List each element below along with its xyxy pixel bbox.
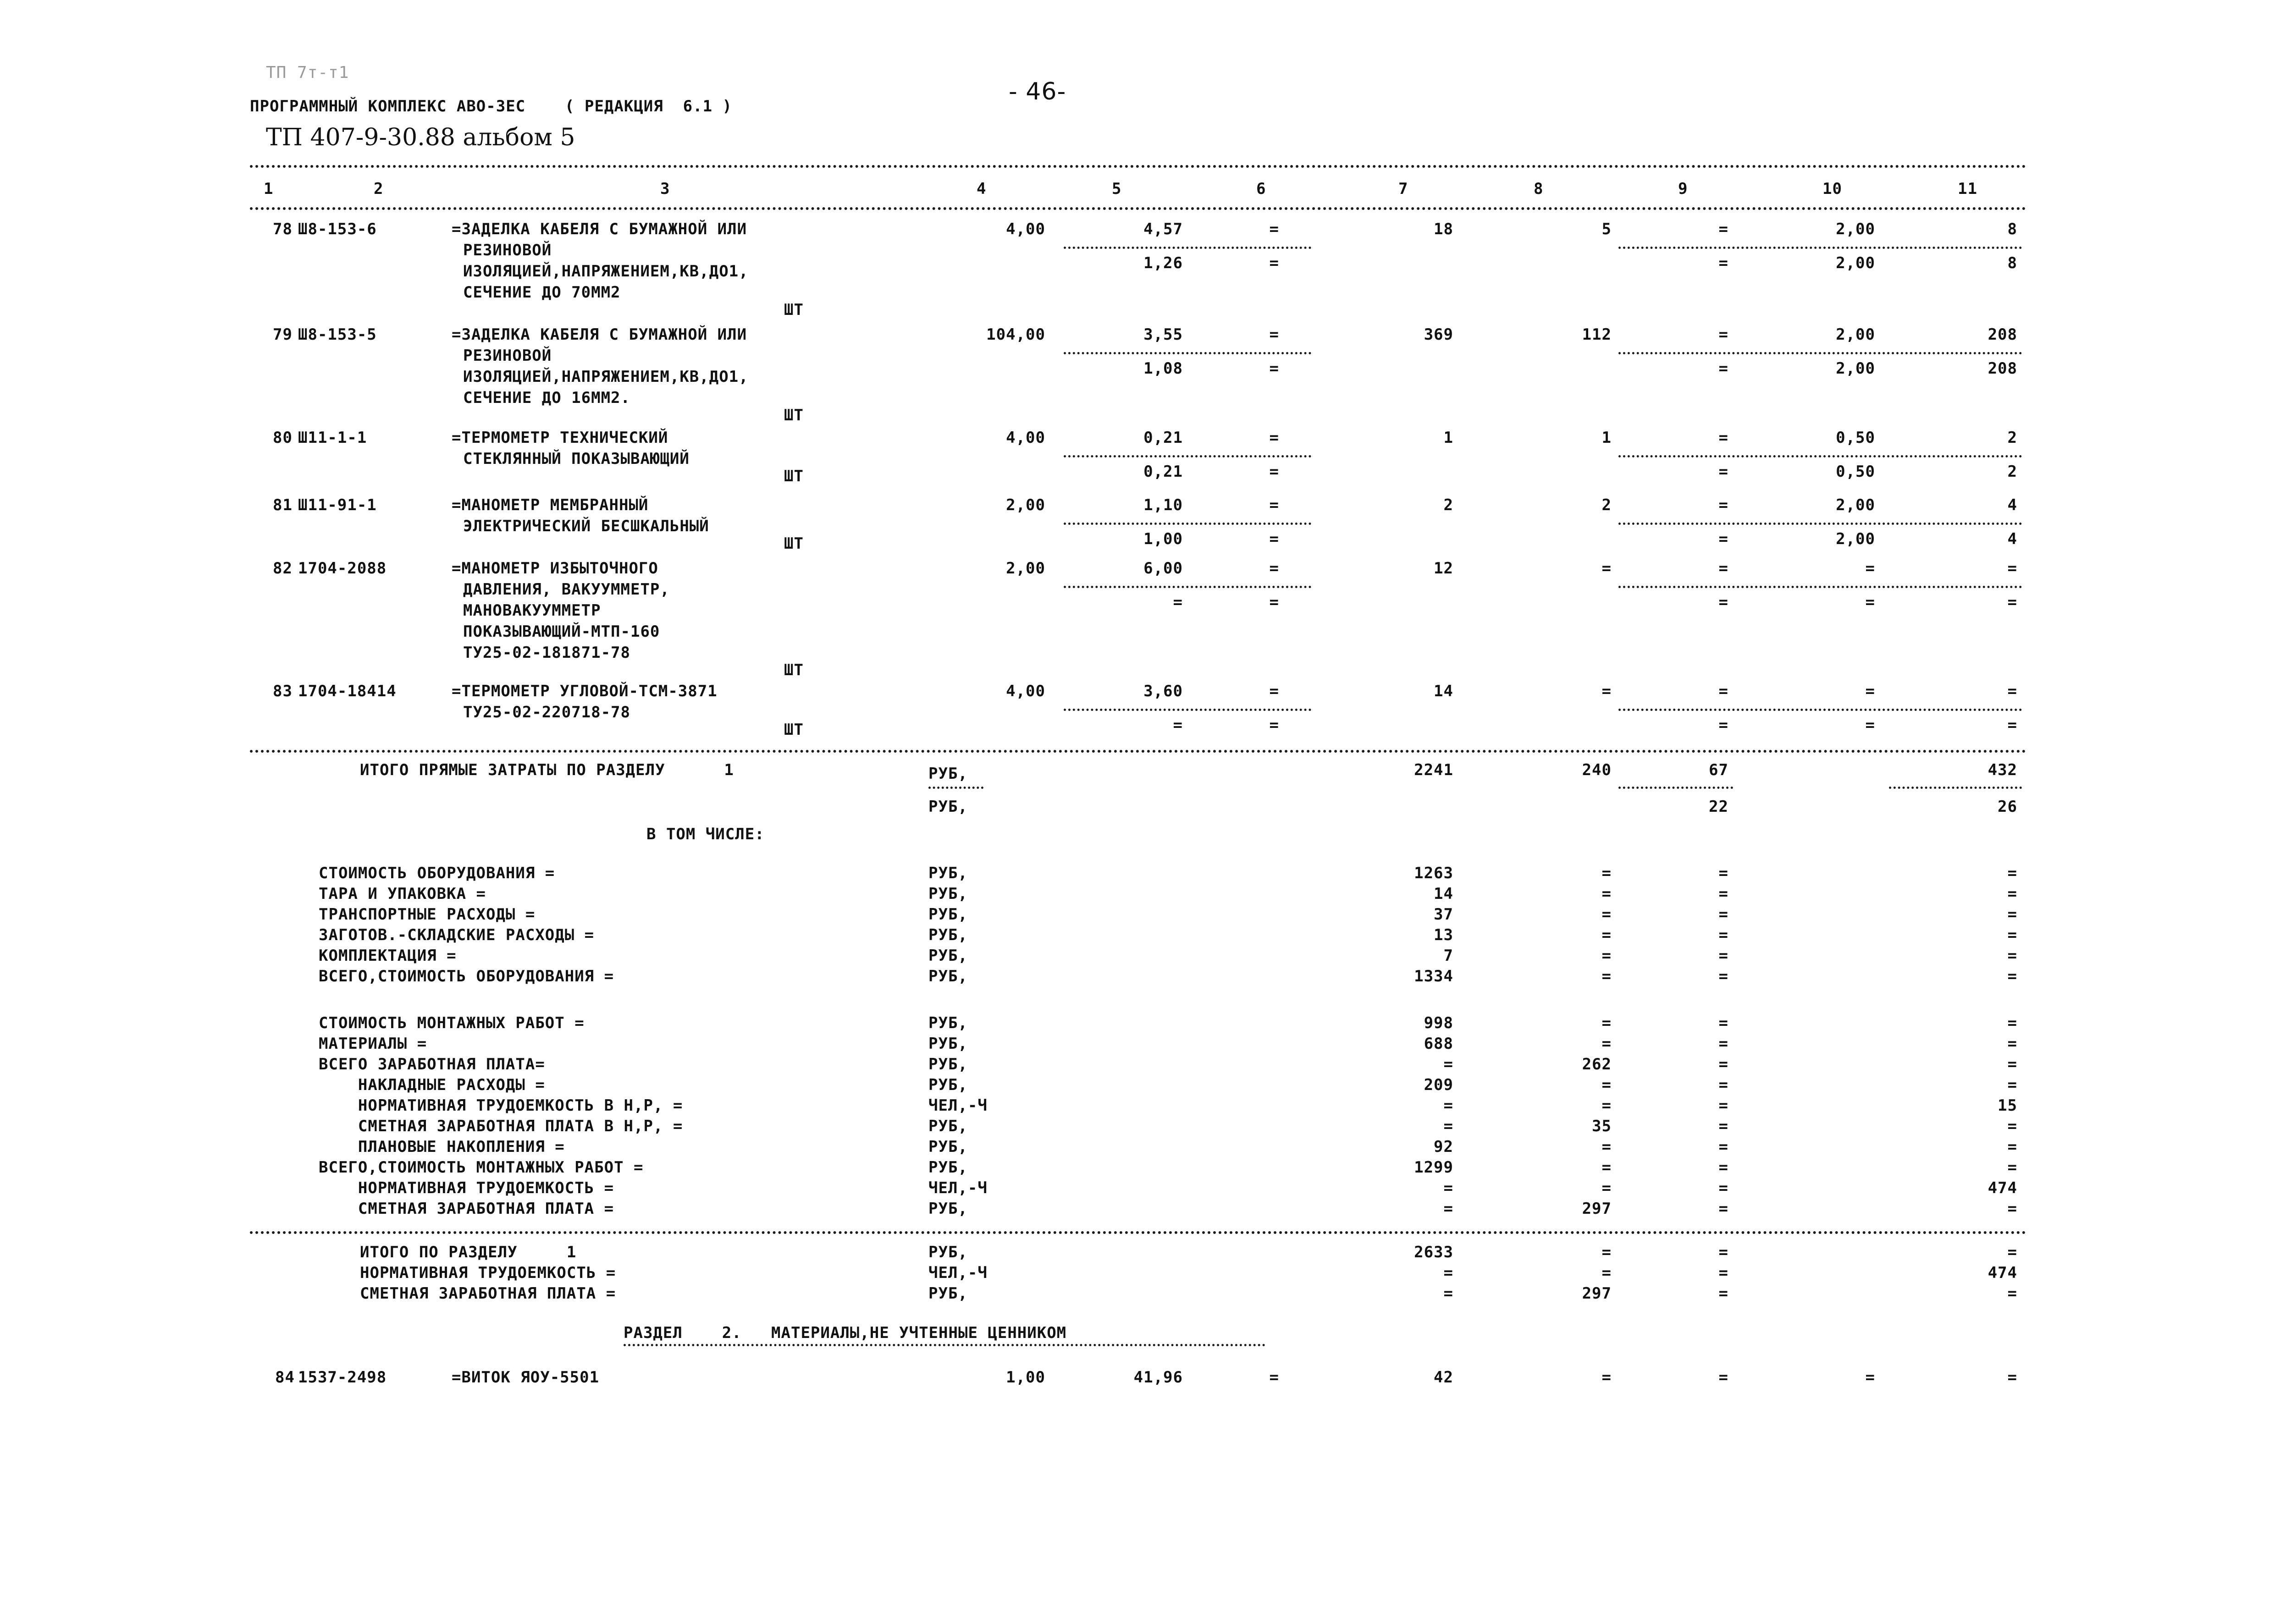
section-total-col9: = [1718,1284,1728,1303]
item-unit-price-wages: 1,08 [1143,359,1183,378]
cell-split-rule [1064,709,1311,711]
section-total-rule [250,1231,2027,1234]
mounting-col8: = [1601,1096,1612,1115]
item-total-cost: 12 [1434,559,1453,578]
section-total-col8: = [1601,1264,1612,1282]
item-unit: ШТ [784,721,804,739]
item-col6-lower: = [1269,254,1279,272]
mounting-label: МАТЕРИАЛЫ = [319,1035,427,1053]
equipment-col11: = [2007,926,2017,944]
item-description-line: ИЗОЛЯЦИЕЙ,НАПРЯЖЕНИЕМ,КВ,ДО1, [463,368,749,386]
item-col9-lower: = [1718,359,1728,378]
item-col10-lower: 2,00 [1836,254,1875,272]
item-col9: = [1718,1368,1728,1387]
item-col6-lower: = [1269,530,1279,548]
equipment-unit: РУБ, [928,926,968,944]
item-col6: = [1269,429,1279,447]
cell-split-rule [1618,247,2022,249]
section-total-col7: 2633 [1414,1243,1453,1261]
equipment-col7: 7 [1443,947,1453,965]
item-wages: 1 [1601,429,1612,447]
item-col9: = [1718,559,1728,578]
mounting-unit: ЧЕЛ,-Ч [928,1096,988,1115]
direct-costs-label: ИТОГО ПРЯМЫЕ ЗАТРАТЫ ПО РАЗДЕЛУ 1 [360,761,734,779]
mounting-col11: = [2007,1014,2017,1032]
section-total-unit: ЧЕЛ,-Ч [928,1264,988,1282]
item-labor-rate: = [1865,682,1875,700]
equipment-col8: = [1601,947,1612,965]
cell-split-rule [1064,352,1311,354]
item-description-line: СТЕКЛЯННЫЙ ПОКАЗЫВАЮЩИЙ [463,450,690,468]
mounting-col9: = [1718,1035,1728,1053]
item-col9-lower: = [1718,530,1728,548]
item-total-cost: 14 [1434,682,1453,700]
item-labor-total: 208 [1988,325,2017,344]
equipment-col8: = [1601,967,1612,985]
equipment-col11: = [2007,967,2017,985]
section-total-label: ИТОГО ПО РАЗДЕЛУ 1 [360,1243,577,1261]
item-col6-lower: = [1269,716,1279,734]
item-unit-price-wages: 1,26 [1143,254,1183,272]
including-label: В ТОМ ЧИСЛЕ: [646,825,765,843]
mounting-label: СМЕТНАЯ ЗАРАБОТНАЯ ПЛАТА = [319,1200,614,1218]
equipment-label: ВСЕГО,СТОИМОСТЬ ОБОРУДОВАНИЯ = [319,967,614,985]
item-description-line: =ТЕРМОМЕТР УГЛОВОЙ-ТСМ-3871 [452,682,718,700]
item-wages: = [1601,1368,1612,1387]
mounting-unit: РУБ, [928,1055,968,1073]
mounting-col7: 209 [1424,1076,1453,1094]
item-description-line: РЕЗИНОВОЙ [463,241,552,259]
mounting-col7: 1299 [1414,1158,1453,1177]
item-wages: 2 [1601,496,1612,514]
equipment-col9: = [1718,864,1728,882]
item-description-line: МАНОВАКУУММЕТР [463,601,601,620]
item-unit-price: 3,55 [1143,325,1183,344]
direct-costs-wages: 240 [1582,761,1612,779]
mounting-unit: РУБ, [928,1076,968,1094]
item-code: Ш11-1-1 [298,429,367,447]
item-unit: ШТ [784,406,804,424]
item-col6: = [1269,220,1279,238]
equipment-col11: = [2007,864,2017,882]
item-unit-price-wages: = [1173,593,1183,611]
item-labor-total: 4 [2007,496,2017,514]
totals-top-rule [250,750,2027,753]
item-unit-price: 1,10 [1143,496,1183,514]
item-col10-lower: 0,50 [1836,462,1875,481]
equipment-unit: РУБ, [928,905,968,924]
mounting-unit: РУБ, [928,1117,968,1135]
item-labor-rate: 2,00 [1836,220,1875,238]
item-col11-lower: 208 [1988,359,2017,378]
mounting-col7: = [1443,1179,1453,1197]
mounting-col9: = [1718,1117,1728,1135]
mounting-col7: 688 [1424,1035,1453,1053]
mounting-col9: = [1718,1179,1728,1197]
item-description-line: ПОКАЗЫВАЮЩИЙ-МТП-160 [463,622,660,641]
section-total-col7: = [1443,1284,1453,1303]
item-col6: = [1269,559,1279,578]
equipment-label: ТРАНСПОРТНЫЕ РАСХОДЫ = [319,905,536,924]
item-description-line: ТУ25-02-220718-78 [463,703,630,721]
section-total-col7: = [1443,1264,1453,1282]
item-col9-lower: = [1718,462,1728,481]
item-unit-price-wages: = [1173,716,1183,734]
mounting-label: СМЕТНАЯ ЗАРАБОТНАЯ ПЛАТА В Н,Р, = [319,1117,683,1135]
section-total-unit: РУБ, [928,1243,968,1261]
item-description-line: ТУ25-02-181871-78 [463,644,630,662]
mounting-col9: = [1718,1055,1728,1073]
mounting-label: ВСЕГО,СТОИМОСТЬ МОНТАЖНЫХ РАБОТ = [319,1158,644,1177]
mounting-col9: = [1718,1014,1728,1032]
item-labor-rate: = [1865,1368,1875,1387]
page-number: - 46- [1009,78,1066,105]
item-col6: = [1269,682,1279,700]
equipment-unit: РУБ, [928,947,968,965]
item-col10-lower: 2,00 [1836,530,1875,548]
direct-costs-unit-2: РУБ, [928,798,968,816]
item-col6-lower: = [1269,593,1279,611]
item-wages: 112 [1582,325,1612,344]
mounting-col8: = [1601,1076,1612,1094]
mounting-col7: 92 [1434,1138,1453,1156]
item-labor-total: = [2007,682,2017,700]
item-number: 82 [273,559,293,578]
cell-split-rule [1064,586,1311,588]
item-code: 1537-2498 [298,1368,387,1387]
cell-split-rule [1618,523,2022,525]
item-unit: ШТ [784,661,804,679]
item-col9: = [1718,496,1728,514]
item-wages: 5 [1601,220,1612,238]
item-col6: = [1269,325,1279,344]
cell-split-rule [928,787,983,789]
item-number: 79 [273,325,293,344]
item-col6-lower: = [1269,359,1279,378]
top-stamp: ТП 7т-т1 [266,63,349,82]
cell-split-rule [1064,523,1311,525]
item-labor-rate: = [1865,559,1875,578]
mounting-unit: ЧЕЛ,-Ч [928,1179,988,1197]
column-number-7: 7 [1398,180,1408,198]
item-col9-lower: = [1718,716,1728,734]
item-quantity: 104,00 [986,325,1045,344]
mounting-col8: 35 [1592,1117,1612,1135]
equipment-unit: РУБ, [928,864,968,882]
item-col11-lower: = [2007,716,2017,734]
item-labor-total: 2 [2007,429,2017,447]
cell-split-rule [1889,787,2022,789]
item-description-line: =ЗАДЕЛКА КАБЕЛЯ С БУМАЖНОЙ ИЛИ [452,220,747,238]
item-labor-rate: 2,00 [1836,496,1875,514]
item-description-line: ИЗОЛЯЦИЕЙ,НАПРЯЖЕНИЕМ,КВ,ДО1, [463,262,749,281]
cell-split-rule [1618,586,2022,588]
mounting-col8: = [1601,1158,1612,1177]
column-number-5: 5 [1112,180,1122,198]
section2-title: РАЗДЕЛ 2. МАТЕРИАЛЫ,НЕ УЧТЕННЫЕ ЦЕННИКОМ [624,1324,1067,1342]
mounting-col11: 15 [1998,1096,2017,1115]
item-unit: ШТ [784,534,804,553]
item-unit: ШТ [784,467,804,485]
mounting-col11: = [2007,1138,2017,1156]
equipment-col9: = [1718,967,1728,985]
cell-split-rule [1618,455,2022,457]
album-title: ТП 407-9-30.88 альбом 5 [266,124,575,151]
mounting-col11: = [2007,1035,2017,1053]
cell-split-rule [1618,352,2022,354]
column-number-6: 6 [1256,180,1266,198]
item-total-cost: 2 [1443,496,1453,514]
item-labor-rate: 2,00 [1836,325,1875,344]
mounting-col7: = [1443,1200,1453,1218]
section-total-col8: = [1601,1243,1612,1261]
item-description-line: =ТЕРМОМЕТР ТЕХНИЧЕСКИЙ [452,429,668,447]
item-col9: = [1718,429,1728,447]
equipment-col8: = [1601,885,1612,903]
cell-split-rule [1618,709,2022,711]
equipment-label: КОМПЛЕКТАЦИЯ = [319,947,457,965]
equipment-col9: = [1718,885,1728,903]
item-total-cost: 42 [1434,1368,1453,1387]
equipment-col9: = [1718,926,1728,944]
direct-costs-col9: 67 [1709,761,1728,779]
equipment-col8: = [1601,926,1612,944]
mounting-col8: 297 [1582,1200,1612,1218]
mounting-unit: РУБ, [928,1200,968,1218]
section-total-col8: 297 [1582,1284,1612,1303]
cell-split-rule [1064,247,1311,249]
column-number-11: 11 [1958,180,1977,198]
mounting-col7: = [1443,1055,1453,1073]
mounting-unit: РУБ, [928,1035,968,1053]
equipment-col11: = [2007,905,2017,924]
section-total-col9: = [1718,1264,1728,1282]
section-total-label: НОРМАТИВНАЯ ТРУДОЕМКОСТЬ = [360,1264,616,1282]
equipment-unit: РУБ, [928,885,968,903]
equipment-col11: = [2007,885,2017,903]
section2-underline [624,1344,1265,1346]
equipment-col9: = [1718,947,1728,965]
item-col6: = [1269,1368,1279,1387]
column-number-10: 10 [1822,180,1842,198]
item-col10-lower: = [1865,716,1875,734]
column-number-2: 2 [374,180,384,198]
item-col11-lower: 4 [2007,530,2017,548]
mounting-label: СТОИМОСТЬ МОНТАЖНЫХ РАБОТ = [319,1014,585,1032]
cell-split-rule [1064,455,1311,457]
equipment-col8: = [1601,905,1612,924]
direct-costs-total: 2241 [1414,761,1453,779]
item-labor-rate: 0,50 [1836,429,1875,447]
mounting-label: ВСЕГО ЗАРАБОТНАЯ ПЛАТА= [319,1055,545,1073]
mounting-label: НАКЛАДНЫЕ РАСХОДЫ = [319,1076,545,1094]
direct-costs-col9-lower: 22 [1709,798,1728,816]
item-unit-price: 41,96 [1133,1368,1183,1387]
item-description-line: =МАНОМЕТР ИЗБЫТОЧНОГО [452,559,658,578]
item-total-cost: 369 [1424,325,1453,344]
item-col10-lower: 2,00 [1836,359,1875,378]
item-code: Ш8-153-6 [298,220,377,238]
mounting-col11: = [2007,1076,2017,1094]
mounting-label: НОРМАТИВНАЯ ТРУДОЕМКОСТЬ = [319,1179,614,1197]
item-total-cost: 1 [1443,429,1453,447]
mounting-col8: = [1601,1014,1612,1032]
item-number: 80 [273,429,293,447]
item-unit-price: 6,00 [1143,559,1183,578]
item-labor-total: = [2007,1368,2017,1387]
mounting-col8: = [1601,1138,1612,1156]
item-description-line: =ВИТОК ЯОУ-5501 [452,1368,600,1387]
mounting-col9: = [1718,1200,1728,1218]
item-col6: = [1269,496,1279,514]
item-quantity: 2,00 [1006,559,1045,578]
mounting-col8: 262 [1582,1055,1612,1073]
mounting-unit: РУБ, [928,1158,968,1177]
equipment-col9: = [1718,905,1728,924]
item-quantity: 4,00 [1006,220,1045,238]
section-total-col9: = [1718,1243,1728,1261]
item-code: Ш8-153-5 [298,325,377,344]
equipment-label: ЗАГОТОВ.-СКЛАДСКИЕ РАСХОДЫ = [319,926,595,944]
column-number-1: 1 [264,180,274,198]
item-description-line: СЕЧЕНИЕ ДО 16ММ2. [463,389,630,407]
item-unit-price: 0,21 [1143,429,1183,447]
equipment-col11: = [2007,947,2017,965]
equipment-col7: 14 [1434,885,1453,903]
equipment-col7: 37 [1434,905,1453,924]
equipment-col7: 13 [1434,926,1453,944]
item-description-line: ЭЛЕКТРИЧЕСКИЙ БЕСШКАЛЬНЫЙ [463,517,709,535]
item-unit-price-wages: 0,21 [1143,462,1183,481]
equipment-col7: 1263 [1414,864,1453,882]
item-unit-price-wages: 1,00 [1143,530,1183,548]
section-total-col11: 474 [1988,1264,2017,1282]
item-description-line: ДАВЛЕНИЯ, ВАКУУММЕТР, [463,580,670,599]
mounting-col9: = [1718,1158,1728,1177]
item-quantity: 4,00 [1006,682,1045,700]
item-quantity: 1,00 [1006,1368,1045,1387]
equipment-label: ТАРА И УПАКОВКА = [319,885,486,903]
mounting-col7: = [1443,1096,1453,1115]
item-wages: = [1601,682,1612,700]
item-description-line: РЕЗИНОВОЙ [463,347,552,365]
equipment-col7: 1334 [1414,967,1453,985]
cell-split-rule [1618,787,1733,789]
item-wages: = [1601,559,1612,578]
program-line: ПРОГРАММНЫЙ КОМПЛЕКС АВО-3ЕС ( РЕДАКЦИЯ 6.1 ) [250,97,733,116]
item-number: 84 [275,1368,295,1387]
equipment-unit: РУБ, [928,967,968,985]
mounting-unit: РУБ, [928,1014,968,1032]
item-total-cost: 18 [1434,220,1453,238]
mounting-unit: РУБ, [928,1138,968,1156]
item-labor-total: 8 [2007,220,2017,238]
direct-costs-unit: РУБ, [928,765,968,783]
item-number: 81 [273,496,293,514]
mounting-col11: = [2007,1158,2017,1177]
mounting-label: НОРМАТИВНАЯ ТРУДОЕМКОСТЬ В Н,Р, = [319,1096,683,1115]
item-description-line: =ЗАДЕЛКА КАБЕЛЯ С БУМАЖНОЙ ИЛИ [452,325,747,344]
mounting-col11: = [2007,1055,2017,1073]
section-total-col11: = [2007,1284,2017,1303]
item-labor-total: = [2007,559,2017,578]
item-unit-price: 4,57 [1143,220,1183,238]
section-total-unit: РУБ, [928,1284,968,1303]
item-col9: = [1718,220,1728,238]
table-top-rule [250,165,2027,168]
mounting-col7: 998 [1424,1014,1453,1032]
mounting-col9: = [1718,1138,1728,1156]
item-quantity: 4,00 [1006,429,1045,447]
item-code: 1704-18414 [298,682,397,700]
item-col10-lower: = [1865,593,1875,611]
mounting-col9: = [1718,1096,1728,1115]
item-description-line: =МАНОМЕТР МЕМБРАННЫЙ [452,496,649,514]
item-col9-lower: = [1718,254,1728,272]
table-header-rule [250,207,2027,210]
mounting-col8: = [1601,1035,1612,1053]
item-col9-lower: = [1718,593,1728,611]
item-col11-lower: 8 [2007,254,2017,272]
item-col9: = [1718,325,1728,344]
mounting-col7: = [1443,1117,1453,1135]
item-description-line: СЕЧЕНИЕ ДО 70ММ2 [463,283,621,302]
column-number-8: 8 [1534,180,1544,198]
direct-costs-labor-lower: 26 [1998,798,2017,816]
item-code: 1704-2088 [298,559,387,578]
equipment-label: СТОИМОСТЬ ОБОРУДОВАНИЯ = [319,864,555,882]
mounting-col9: = [1718,1076,1728,1094]
section-total-label: СМЕТНАЯ ЗАРАБОТНАЯ ПЛАТА = [360,1284,616,1303]
item-col11-lower: = [2007,593,2017,611]
column-number-3: 3 [660,180,670,198]
mounting-label: ПЛАНОВЫЕ НАКОПЛЕНИЯ = [319,1138,565,1156]
mounting-col8: = [1601,1179,1612,1197]
item-unit-price: 3,60 [1143,682,1183,700]
item-col11-lower: 2 [2007,462,2017,481]
mounting-col11: = [2007,1117,2017,1135]
column-number-9: 9 [1678,180,1688,198]
column-number-4: 4 [977,180,987,198]
item-number: 83 [273,682,293,700]
item-unit: ШТ [784,301,804,319]
mounting-col11: 474 [1988,1179,2017,1197]
item-number: 78 [273,220,293,238]
item-col6-lower: = [1269,462,1279,481]
item-col9: = [1718,682,1728,700]
item-quantity: 2,00 [1006,496,1045,514]
item-code: Ш11-91-1 [298,496,377,514]
direct-costs-labor: 432 [1988,761,2017,779]
mounting-col11: = [2007,1200,2017,1218]
section-total-col11: = [2007,1243,2017,1261]
equipment-col8: = [1601,864,1612,882]
